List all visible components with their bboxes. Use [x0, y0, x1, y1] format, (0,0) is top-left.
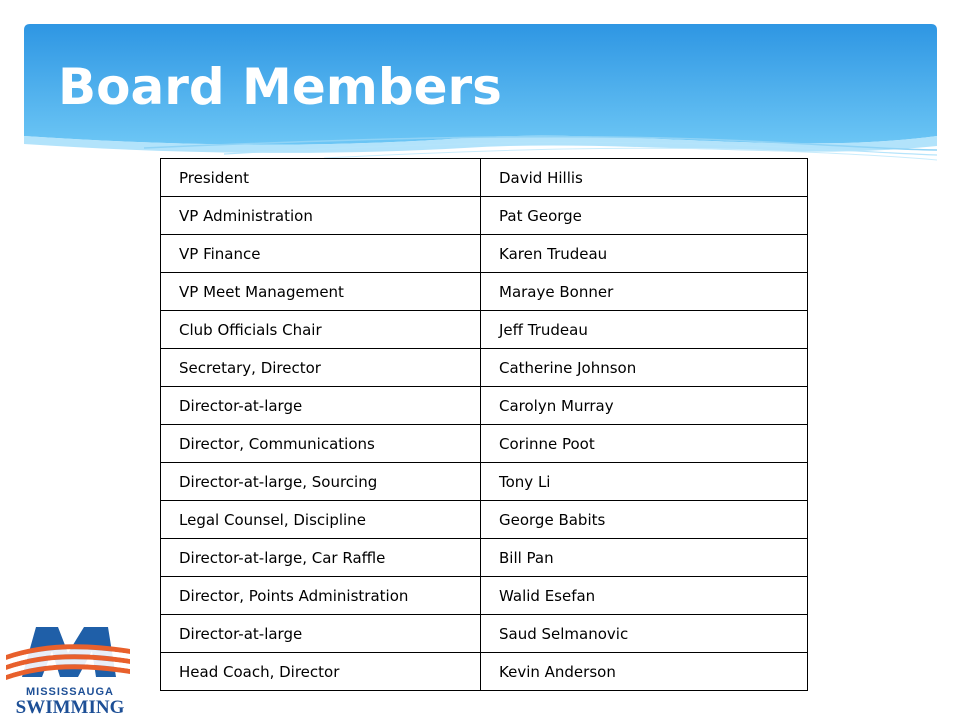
- member-name: David Hillis: [481, 159, 808, 197]
- table-row: [161, 539, 808, 577]
- member-name: George Babits: [481, 501, 808, 539]
- board-members-table: [160, 158, 808, 691]
- mississauga-swimming-logo: [0, 615, 140, 720]
- table-row: [161, 615, 808, 653]
- table-row: [161, 501, 808, 539]
- table-row: [161, 311, 808, 349]
- member-name: Kevin Anderson: [481, 653, 808, 691]
- member-role: Director-at-large: [161, 615, 481, 653]
- member-role: Legal Counsel, Discipline: [161, 501, 481, 539]
- table-row: [161, 653, 808, 691]
- member-role: Director-at-large: [161, 387, 481, 425]
- member-role: VP Administration: [161, 197, 481, 235]
- member-role: VP Finance: [161, 235, 481, 273]
- member-role: President: [161, 159, 481, 197]
- member-name: Karen Trudeau: [481, 235, 808, 273]
- member-name: Pat George: [481, 197, 808, 235]
- table-row: [161, 235, 808, 273]
- logo-line2: SWIMMING: [15, 697, 125, 718]
- member-role: Secretary, Director: [161, 349, 481, 387]
- member-role: Head Coach, Director: [161, 653, 481, 691]
- table-row: [161, 387, 808, 425]
- table-row: [161, 197, 808, 235]
- member-name: Walid Esefan: [481, 577, 808, 615]
- member-role: Director-at-large, Car Raffle: [161, 539, 481, 577]
- member-name: Corinne Poot: [481, 425, 808, 463]
- member-name: Jeff Trudeau: [481, 311, 808, 349]
- table-row: [161, 273, 808, 311]
- table-row: [161, 463, 808, 501]
- member-name: Saud Selmanovic: [481, 615, 808, 653]
- member-role: Club Officials Chair: [161, 311, 481, 349]
- table-row: [161, 159, 808, 197]
- page-title: Board Members: [58, 58, 502, 116]
- logo-line1: MISSISSAUGA: [25, 686, 115, 698]
- member-name: Bill Pan: [481, 539, 808, 577]
- logo-mark-icon: [0, 615, 140, 720]
- member-role: VP Meet Management: [161, 273, 481, 311]
- table-row: [161, 349, 808, 387]
- member-role: Director, Points Administration: [161, 577, 481, 615]
- member-name: Carolyn Murray: [481, 387, 808, 425]
- member-role: Director, Communications: [161, 425, 481, 463]
- table-row: [161, 577, 808, 615]
- member-name: Catherine Johnson: [481, 349, 808, 387]
- member-name: Tony Li: [481, 463, 808, 501]
- table-row: [161, 425, 808, 463]
- member-role: Director-at-large, Sourcing: [161, 463, 481, 501]
- member-name: Maraye Bonner: [481, 273, 808, 311]
